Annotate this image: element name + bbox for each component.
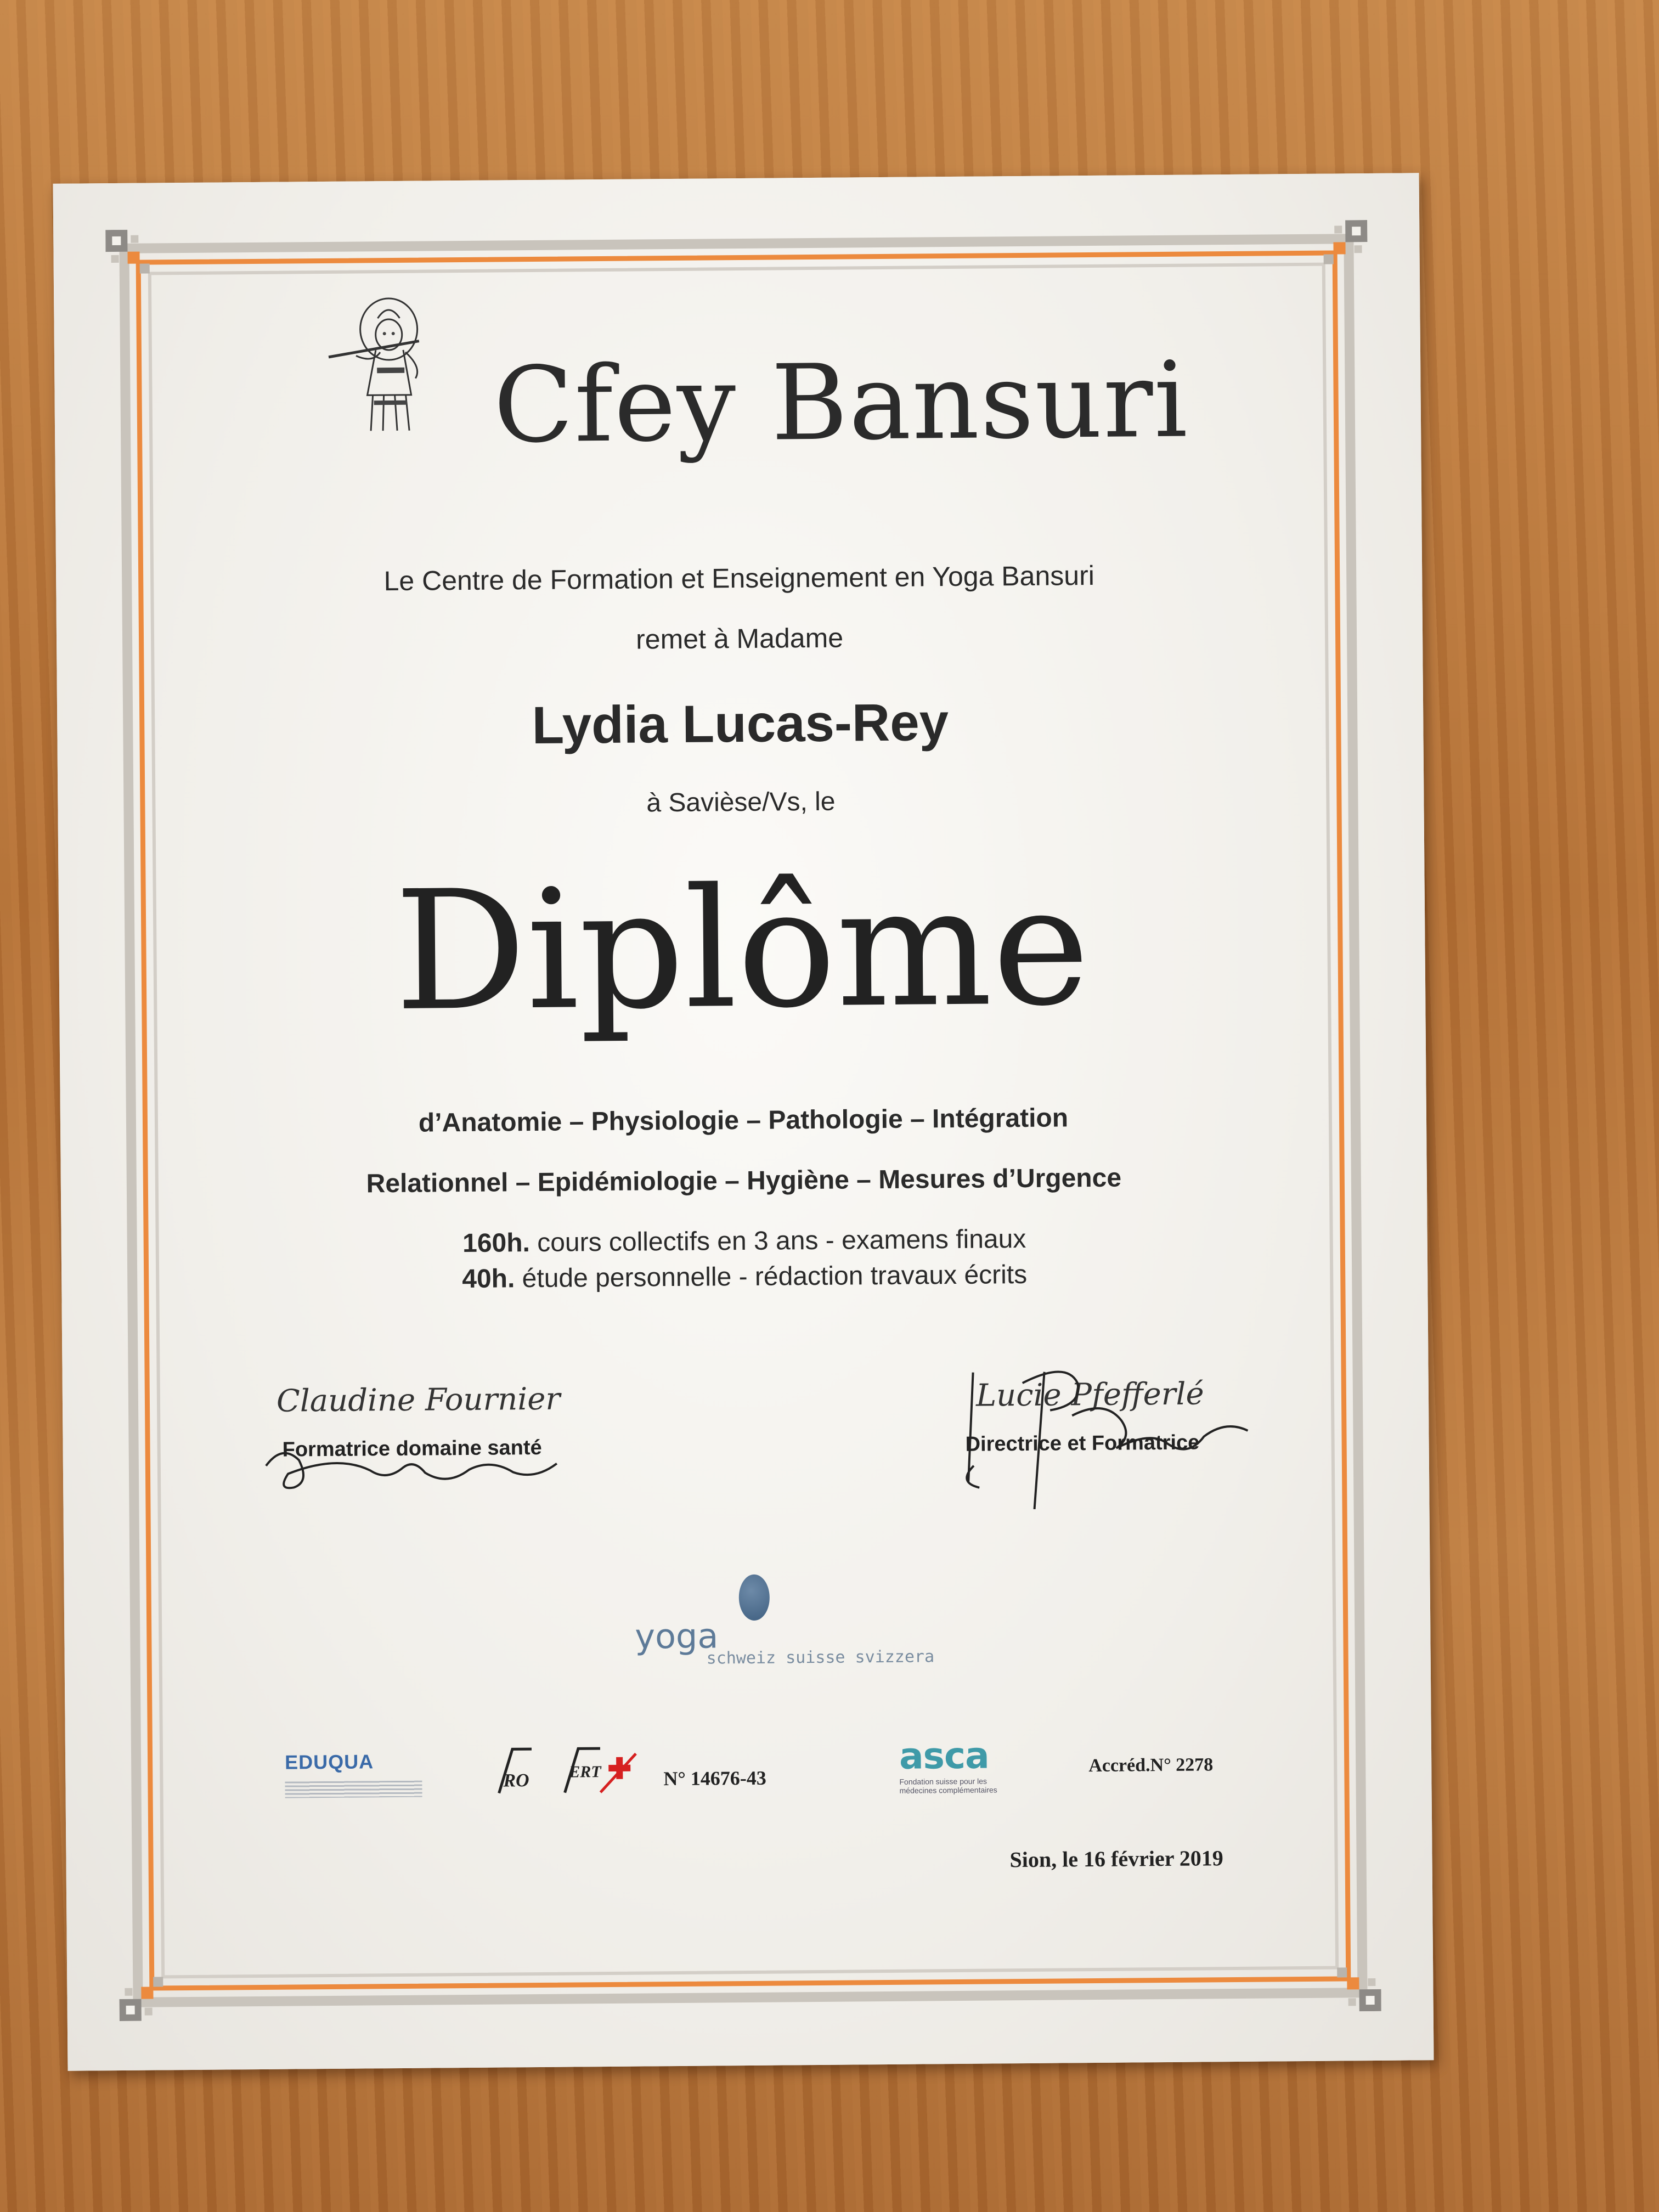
yoga-logo-word: yoga [635,1616,719,1657]
procert-number: N° 14676-43 [663,1767,766,1790]
yoga-logo-dot-icon [738,1575,770,1621]
svg-text:ERT: ERT [569,1763,601,1781]
recipient-name: Lydia Lucas-Rey [532,693,949,755]
signatory-right-name: Lucie Pfefferlé [975,1376,1204,1414]
asca-logo-text: asca [899,1734,989,1778]
issuer-line: Le Centre de Formation et Enseignement en Yoga Bansuri [383,560,1095,597]
procert-logo-icon [482,1742,647,1798]
eduqua-logo [285,1750,422,1798]
hours-1-text: cours collectifs en 3 ans - examens finaux [529,1224,1026,1258]
corner-ornament-icon [119,1971,169,2021]
location-line: à Savièse/Vs, le [646,787,836,818]
subjects-line-1: d’Anatomie – Physiologie – Pathologie – Intégration [418,1103,1069,1138]
signature-left-handwritten [260,1420,568,1504]
place-date: Sion, le 16 février 2019 [1009,1846,1223,1872]
accreditation-number: Accréd.N° 2278 [1088,1754,1214,1776]
corner-ornament-icon [1331,1962,1381,2012]
eduqua-fine-print [285,1781,422,1798]
school-name: Cfey Bansuri [493,339,1189,466]
subjects-line-2: Relationnel – Epidémiologie – Hygiène – Mesures d’Urgence [366,1163,1122,1199]
hours-2-value: 40h. [462,1264,515,1294]
signatory-right-role: Directrice et Formatrice [965,1431,1200,1456]
remet-line: remet à Madame [635,622,844,655]
signatory-left-role: Formatrice domaine santé [282,1436,542,1462]
signatory-left-name: Claudine Fournier [276,1381,561,1419]
asca-fine-print: Fondation suisse pour les médecines complémentaires [899,1776,997,1795]
hours-1-value: 160h. [462,1228,531,1259]
asca-logo [899,1734,1020,1795]
hours-2-text: étude personnelle - rédaction travaux écrits [515,1260,1028,1294]
eduqua-logo-text: EDUQUA [284,1750,374,1774]
yoga-logo-subtitle: schweiz suisse svizzera [706,1647,935,1668]
diploma-paper [53,173,1434,2070]
corner-ornament-icon [105,229,155,279]
signature-right-handwritten [940,1348,1259,1516]
diploma-title: Diplôme [393,850,1091,1047]
svg-text:RO: RO [503,1770,529,1791]
flute-player-logo-icon [323,290,455,439]
corner-ornament-icon [1318,220,1368,270]
